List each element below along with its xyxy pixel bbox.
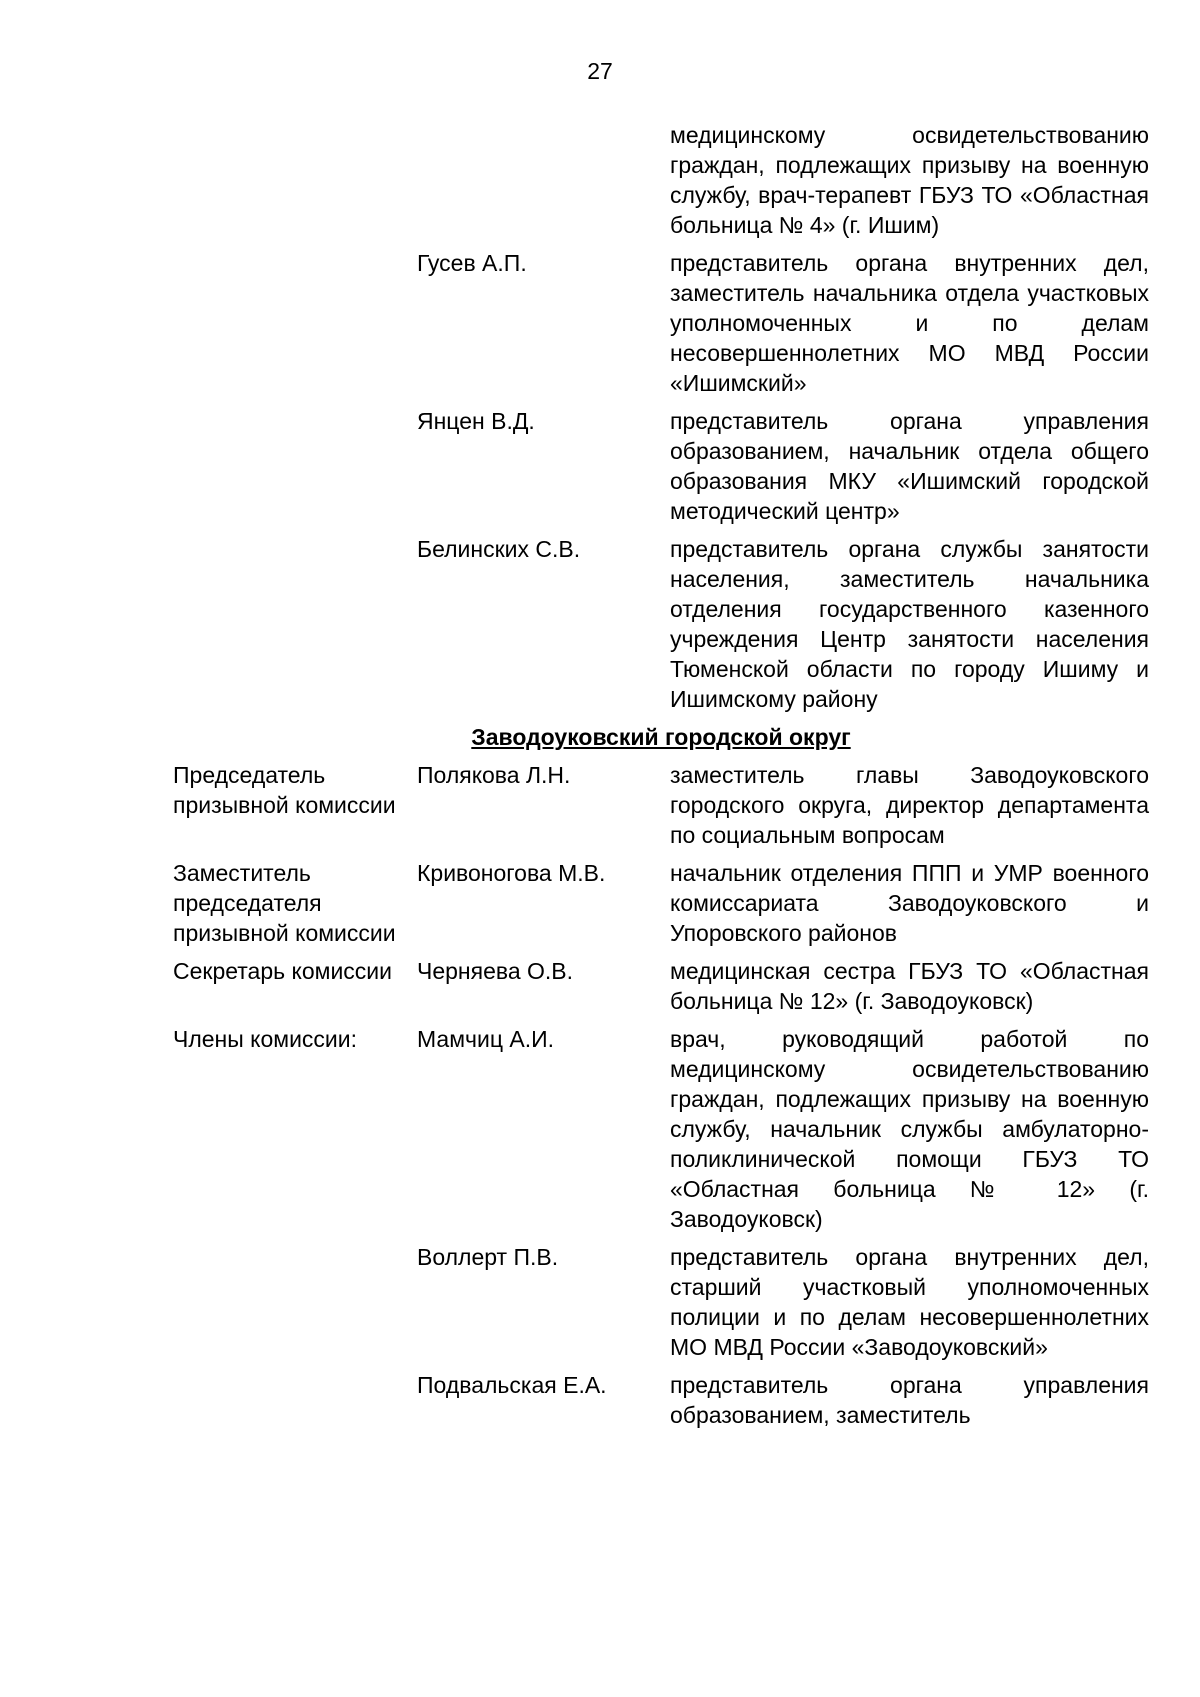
description-cell: представитель органа внутренних дел, заместитель начальника отдела участковых уполномоченных и по делам несовершеннолетних МО МВД России «Ишимский» xyxy=(670,250,1149,396)
member-row xyxy=(173,1242,1149,1362)
description-cell: медицинская сестра ГБУЗ ТО «Областная больница № 12» (г. Заводоуковск) xyxy=(670,958,1149,1014)
name-cell: Кривоногова М.В. xyxy=(417,860,606,886)
member-row xyxy=(173,248,1149,398)
role-cell: Заместитель председателя призывной комиссии xyxy=(173,860,396,946)
description-cell: медицинскому освидетельствованию граждан, подлежащих призыву на военную службу, врач-терапевт ГБУЗ ТО «Областная больница № 4» (г. Ишим) xyxy=(670,122,1149,238)
name-cell: Гусев А.П. xyxy=(417,250,527,276)
member-row xyxy=(173,406,1149,526)
description-cell: представитель органа службы занятости населения, заместитель начальника отделения государственного казенного учреждения Центр занятости населения Тюменской области по городу Ишиму и Ишимскому району xyxy=(670,536,1149,712)
name-cell: Черняева О.В. xyxy=(417,958,574,984)
description-cell: представитель органа управления образованием, начальник отдела общего образования МКУ «Ишимский городской методический центр» xyxy=(670,408,1149,524)
name-cell: Подвальская Е.А. xyxy=(417,1372,607,1398)
description-cell: врач, руководящий работой по медицинскому освидетельствованию граждан, подлежащих призыву на военную службу, начальник службы амбулаторно-поликлинической помощи ГБУЗ ТО «Областная больница № 12» (г. Заводоуковск) xyxy=(670,1026,1149,1232)
description-cell: начальник отделения ППП и УМР военного комиссариата Заводоуковского и Упоровского районов xyxy=(670,860,1149,946)
description-cell: представитель органа внутренних дел, старший участковый уполномоченных полиции и по делам несовершеннолетних МО МВД России «Заводоуковский» xyxy=(670,1244,1149,1360)
description-cell: заместитель главы Заводоуковского городского округа, директор департамента по социальным вопросам xyxy=(670,762,1149,848)
section-heading: Заводоуковский городской округ xyxy=(471,724,851,750)
member-row xyxy=(173,534,1149,714)
member-row xyxy=(173,1370,1149,1430)
role-cell: Члены комиссии: xyxy=(173,1026,358,1052)
name-cell: Белинских С.В. xyxy=(417,536,581,562)
role-cell: Секретарь комиссии xyxy=(173,958,392,984)
member-row xyxy=(173,956,1149,1016)
commission-list xyxy=(173,120,1149,1438)
member-row xyxy=(173,858,1149,948)
description-cell: представитель органа управления образованием, заместитель xyxy=(670,1372,1149,1428)
member-row xyxy=(173,1024,1149,1234)
name-cell: Мамчиц А.И. xyxy=(417,1026,555,1052)
name-cell: Воллерт П.В. xyxy=(417,1244,559,1270)
member-row xyxy=(173,760,1149,850)
continuation-row xyxy=(173,120,1149,240)
role-cell: Председатель призывной комиссии xyxy=(173,762,396,818)
name-cell: Янцен В.Д. xyxy=(417,408,535,434)
name-cell: Полякова Л.Н. xyxy=(417,762,571,788)
page-number: 27 xyxy=(587,58,613,84)
